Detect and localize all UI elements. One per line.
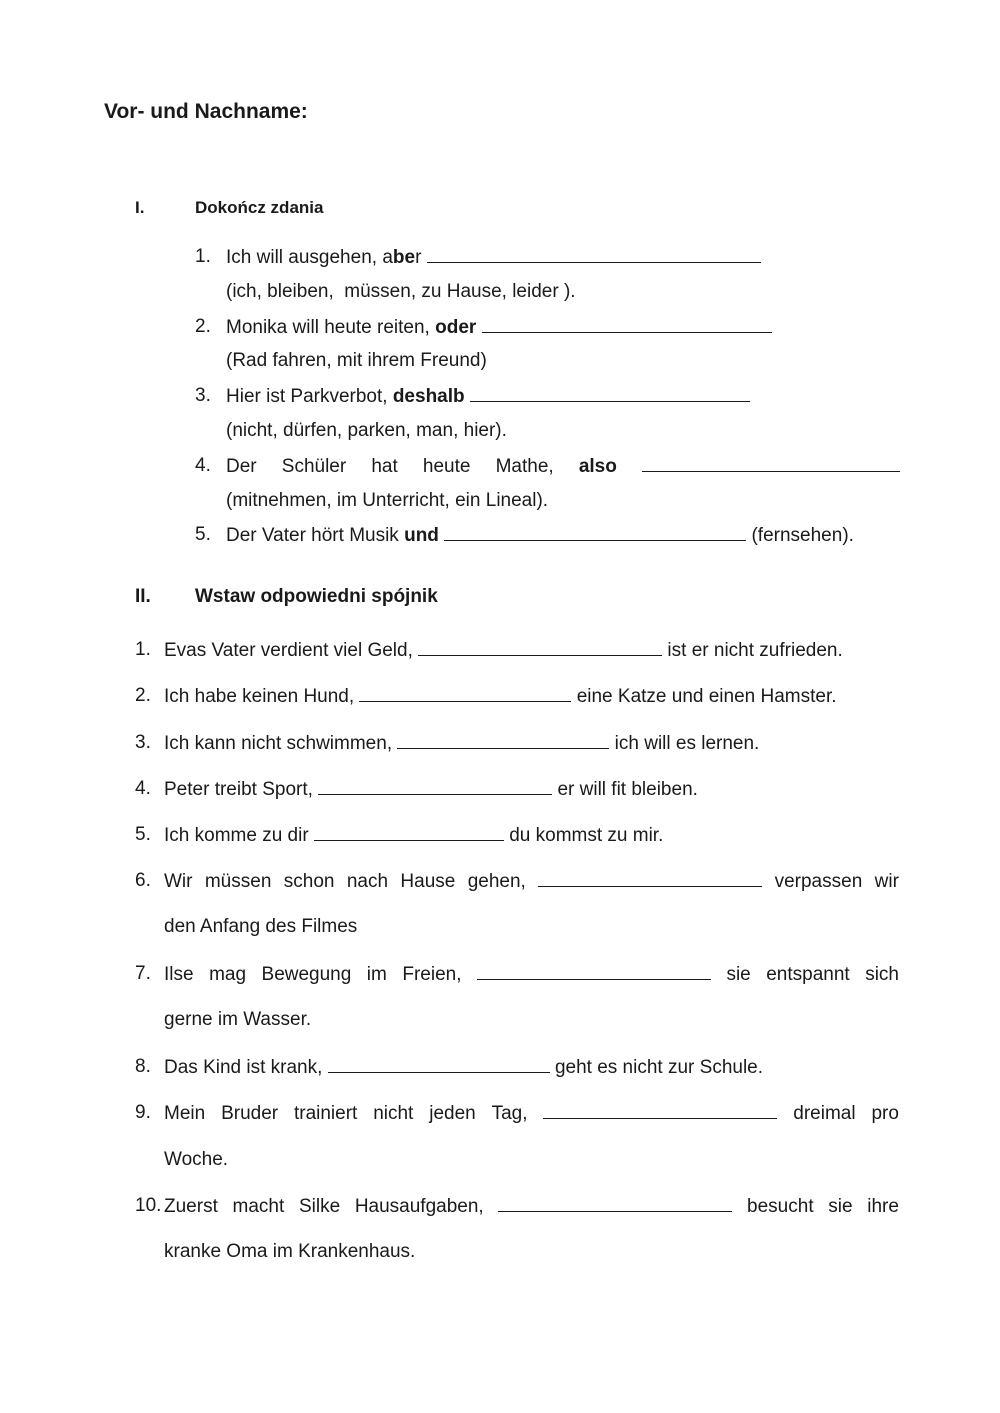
answer-blank[interactable]: [328, 1056, 550, 1073]
item-number: 1.: [135, 639, 151, 660]
word: Bruder: [221, 1103, 279, 1124]
item-text: [226, 316, 772, 339]
item-text: [226, 524, 854, 547]
word: heute: [422, 456, 471, 477]
word: Zuerst: [164, 1196, 218, 1217]
item-text-end: ich will es lernen.: [609, 733, 760, 754]
item-text-start: Ich habe keinen Hund,: [164, 686, 360, 707]
answer-blank[interactable]: [314, 824, 504, 841]
answer-blank[interactable]: [498, 1195, 732, 1212]
item-number: 3.: [195, 385, 211, 406]
conjunction: oder: [435, 317, 477, 338]
item-text: [164, 824, 663, 847]
item-text: [226, 246, 761, 269]
item-text-end: eine Katze und einen Hamster.: [571, 686, 837, 707]
word: sie: [726, 964, 751, 985]
word: Ilse: [164, 964, 194, 985]
word: Bewegung: [261, 964, 352, 985]
item-text: [164, 732, 759, 755]
item-number: 1.: [195, 246, 211, 267]
word: Mathe,: [495, 456, 554, 477]
word: Hause: [400, 871, 456, 892]
conjunction: be: [392, 247, 416, 268]
section-1-title: Dokończ zdania: [195, 198, 324, 217]
word: Mein: [164, 1103, 206, 1124]
item-hint: (nicht, dürfen, parken, man, hier).: [226, 420, 507, 441]
conjunction: deshalb: [392, 386, 465, 407]
item-hint: (ich, bleiben, müssen, zu Hause, leider ).: [226, 281, 576, 302]
answer-blank[interactable]: [642, 455, 900, 472]
item-number: 2.: [195, 316, 211, 337]
item-number: 10.: [135, 1195, 162, 1216]
item-text: [164, 778, 698, 801]
word: schon: [283, 871, 335, 892]
word: hat: [371, 456, 398, 477]
word: wir: [874, 871, 899, 892]
item-text: [164, 963, 899, 986]
item-text: [164, 1195, 899, 1218]
item-text-start: Ich will ausgehen, a: [226, 247, 393, 268]
word: Wir: [164, 871, 193, 892]
word: verpassen: [774, 871, 863, 892]
section-1-number: I.: [135, 198, 145, 217]
word: macht: [232, 1196, 285, 1217]
item-text-start: Hier ist Parkverbot,: [226, 386, 393, 407]
word: Silke: [298, 1196, 341, 1217]
word: nicht: [373, 1103, 414, 1124]
word: pro: [871, 1103, 899, 1124]
item-text-start: Ich komme zu dir: [164, 825, 314, 846]
word: im: [366, 964, 387, 985]
item-text: [164, 685, 837, 708]
item-text-start: Der Vater hört Musik: [226, 525, 405, 546]
item-text-start: Peter treibt Sport,: [164, 779, 319, 800]
answer-blank[interactable]: [418, 639, 662, 656]
word: müssen: [204, 871, 272, 892]
word: Schüler: [281, 456, 347, 477]
answer-blank[interactable]: [538, 870, 762, 887]
item-number: 3.: [135, 732, 151, 753]
answer-blank[interactable]: [359, 685, 571, 702]
word: nach: [346, 871, 389, 892]
word: trainiert: [293, 1103, 358, 1124]
word: besucht: [747, 1196, 814, 1217]
item-number: 4.: [135, 778, 151, 799]
item-text-start: Evas Vater verdient viel Geld,: [164, 640, 419, 661]
item-text: [226, 455, 900, 478]
word: Der: [226, 456, 257, 477]
item-text-continued: Woche.: [164, 1149, 229, 1170]
item-text-start: Ich kann nicht schwimmen,: [164, 733, 398, 754]
item-text: [226, 385, 750, 408]
item-number: 4.: [195, 455, 211, 476]
conjunction: und: [404, 525, 439, 546]
word: jeden: [429, 1103, 476, 1124]
item-text-end: du kommst zu mir.: [503, 825, 664, 846]
answer-blank[interactable]: [477, 963, 711, 980]
answer-blank[interactable]: [543, 1102, 777, 1119]
item-text-continued: kranke Oma im Krankenhaus.: [164, 1241, 416, 1262]
name-field-label: Vor- und Nachname:: [104, 100, 308, 123]
item-number: 6.: [135, 870, 151, 891]
item-hint: (mitnehmen, im Unterricht, ein Lineal).: [226, 490, 549, 511]
word: sie: [828, 1196, 853, 1217]
section-2-title: Wstaw odpowiedni spójnik: [195, 586, 438, 607]
item-text-end: ist er nicht zufrieden.: [662, 640, 843, 661]
word: ihre: [867, 1196, 899, 1217]
item-number: 9.: [135, 1102, 151, 1123]
word: Freien,: [402, 964, 462, 985]
item-number: 5.: [135, 824, 151, 845]
item-text-start: Das Kind ist krank,: [164, 1057, 328, 1078]
item-number: 8.: [135, 1056, 151, 1077]
item-text: [164, 639, 843, 662]
answer-blank[interactable]: [427, 246, 761, 263]
word: Hausaufgaben,: [354, 1196, 484, 1217]
conjunction: also: [578, 456, 617, 477]
answer-blank[interactable]: [397, 732, 609, 749]
item-text-continued: gerne im Wasser.: [164, 1009, 312, 1030]
word: Tag,: [491, 1103, 528, 1124]
section-2-number: II.: [135, 586, 151, 607]
word: mag: [209, 964, 247, 985]
answer-blank[interactable]: [482, 316, 772, 333]
item-text: [164, 1056, 763, 1079]
item-text: [164, 870, 899, 893]
item-text-end: r: [415, 247, 422, 268]
item-text-end: geht es nicht zur Schule.: [549, 1057, 764, 1078]
word: dreimal: [793, 1103, 856, 1124]
word: sich: [865, 964, 899, 985]
word: entspannt: [766, 964, 850, 985]
item-text-start: Monika will heute reiten,: [226, 317, 436, 338]
answer-blank[interactable]: [318, 778, 552, 795]
item-text: [164, 1102, 899, 1125]
item-number: 5.: [195, 524, 211, 545]
item-text-end: er will fit bleiben.: [552, 779, 698, 800]
item-hint: (Rad fahren, mit ihrem Freund): [226, 350, 487, 371]
item-text-end: (fernsehen).: [746, 525, 854, 546]
item-text-continued: den Anfang des Filmes: [164, 916, 358, 937]
item-number: 7.: [135, 963, 151, 984]
answer-blank[interactable]: [470, 385, 750, 402]
word: gehen,: [467, 871, 526, 892]
answer-blank[interactable]: [444, 524, 746, 541]
item-number: 2.: [135, 685, 151, 706]
